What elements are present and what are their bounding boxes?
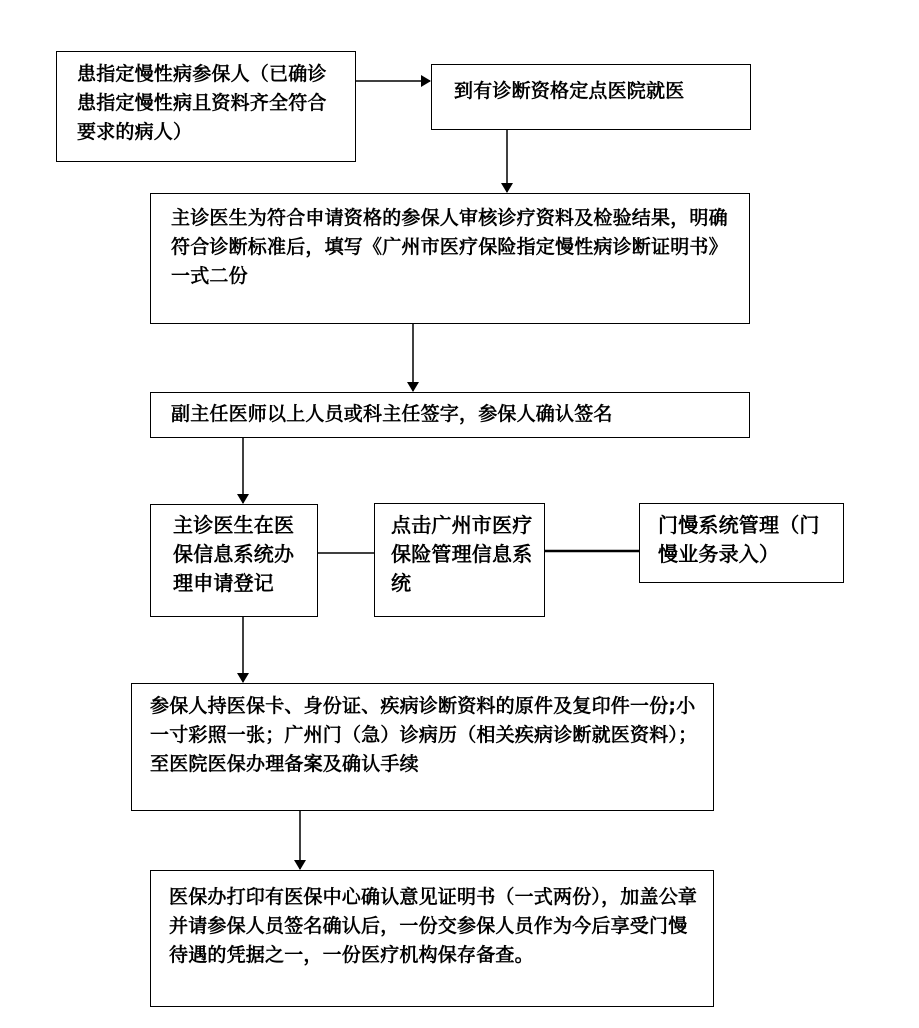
step-signature-box: [150, 392, 750, 438]
step-hospital-visit-box: [431, 64, 751, 130]
step-outpatient-mgmt-box: [639, 503, 844, 583]
step-final-print-text: 医保办打印有医保中心确认意见证明书（一式两份），加盖公章并请参保人员签名确认后，一份交参保人员作为今后享受门慢待遇的凭据之一，一份医疗机构保存备查。: [169, 886, 698, 966]
step-materials-text: 参保人持医保卡、身份证、疾病诊断资料的原件及复印件一份;小一寸彩照一张；广州门（急）诊病历（相关疾病诊断就医资料）；至医院医保办理备案及确认手续: [150, 695, 698, 775]
step-patient-box: [56, 51, 356, 162]
step-register-box: [150, 504, 318, 617]
step-materials-box: [131, 683, 714, 811]
step-outpatient-mgmt-text: 门慢系统管理（门慢业务录入）: [658, 513, 820, 566]
step-doctor-review-box: [150, 193, 750, 324]
step-hospital-visit-text: 到有诊断资格定点医院就医: [454, 80, 685, 102]
step-doctor-review-text: 主诊医生为符合申请资格的参保人审核诊疗资料及检验结果，明确符合诊断标准后，填写《广州市医疗保险指定慢性病诊断证明书》一式二份: [171, 207, 728, 287]
step-register-text: 主诊医生在医保信息系统办理申请登记: [173, 513, 295, 595]
step-patient-text: 患指定慢性病参保人（已确诊患指定慢性病且资料齐全符合要求的病人）: [77, 63, 327, 143]
step-signature-text: 副主任医师以上人员或科主任签字，参保人确认签名: [171, 403, 613, 425]
step-final-print-box: [150, 870, 714, 1007]
step-click-system-text: 点击广州市医疗保险管理信息系统: [391, 513, 533, 595]
step-click-system-box: [374, 503, 545, 617]
